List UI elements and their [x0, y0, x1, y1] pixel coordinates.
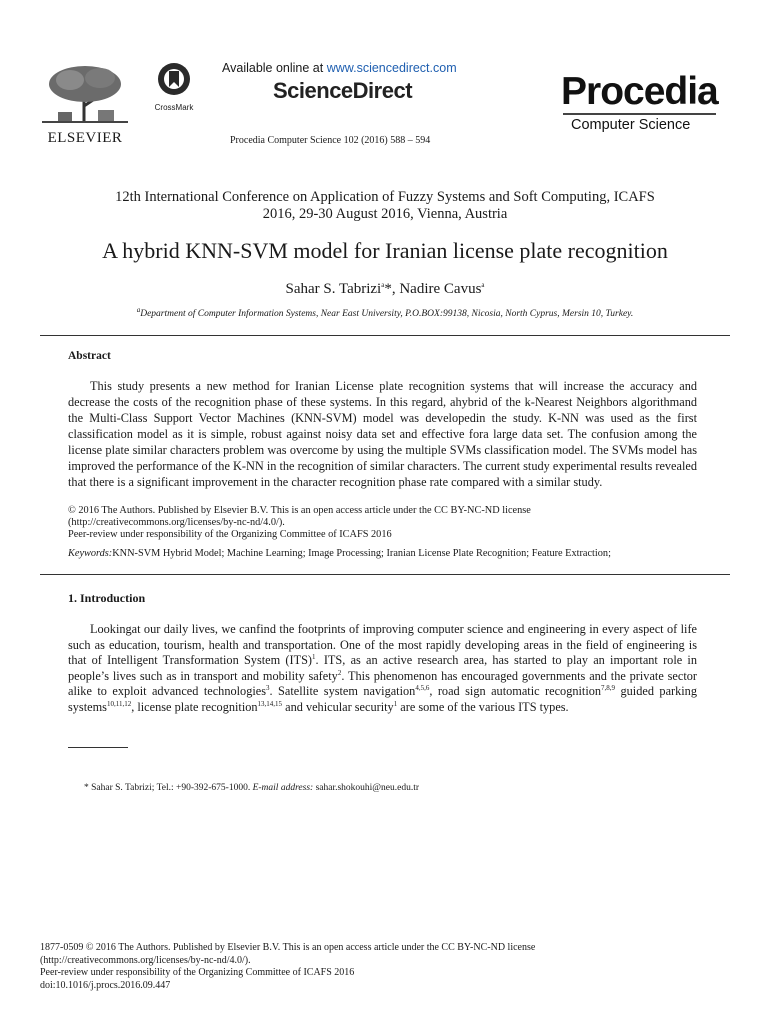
footer-license-link[interactable]: (http://creativecommons.org/licenses/by-nc-nd/4.0/).	[40, 954, 251, 966]
keywords-list: KNN-SVM Hybrid Model; Machine Learning; Image Processing; Iranian License Plate Recognition; Feature Extraction;	[112, 548, 611, 559]
license-notice	[68, 505, 708, 541]
citation-mark: 1	[393, 699, 398, 708]
conference-info	[40, 189, 730, 223]
conference-line-2: 2016, 29-30 August 2016, Vienna, Austria	[262, 206, 508, 222]
conference-line-1: 12th International Conference on Application of Fuzzy Systems and Soft Computing, ICAFS	[115, 189, 655, 205]
license-line: Peer-review under responsibility of the Organizing Committee of ICAFS 2016	[68, 529, 392, 540]
paragraph-text: are some of the various ITS types.	[397, 699, 569, 714]
email-address[interactable]: sahar.shokouhi@neu.edu.tr	[313, 783, 420, 793]
procedia-subtitle: Computer Science	[571, 117, 691, 133]
paragraph-text: guided parking systems	[68, 684, 697, 714]
author-name: Sahar S. Tabrizi	[285, 281, 382, 297]
sciencedirect-link[interactable]: www.sciencedirect.com	[326, 61, 457, 75]
affiliation-mark: a	[481, 281, 485, 289]
available-online-line	[222, 61, 457, 75]
section-heading-introduction: 1. Introduction	[68, 591, 146, 605]
author-list	[40, 281, 730, 298]
author-name: Nadire Cavus	[399, 281, 482, 297]
abstract-heading: Abstract	[68, 350, 111, 362]
paragraph-text: , road sign automatic recognition	[429, 684, 602, 699]
crossmark-label: CrossMark	[154, 103, 194, 112]
affiliation-mark: a	[136, 305, 141, 314]
section-divider	[40, 574, 730, 575]
citation-mark: 1	[312, 653, 316, 662]
procedia-wordmark: Procedia	[561, 70, 718, 113]
footer-doi[interactable]: doi:10.1016/j.procs.2016.09.447	[40, 979, 171, 991]
keywords-label: Keywords:	[68, 548, 113, 559]
introduction-paragraph	[68, 622, 697, 716]
affiliation	[40, 305, 730, 319]
brand-divider	[563, 113, 716, 115]
affiliation-mark: a	[381, 281, 385, 289]
corresponding-mark: *,	[384, 281, 400, 297]
paragraph-text: and vehicular security	[282, 699, 394, 714]
license-link[interactable]: (http://creativecommons.org/licenses/by-nc-nd/4.0/).	[68, 517, 285, 528]
sciencedirect-wordmark: ScienceDirect	[273, 78, 413, 103]
citation-mark: 7,8,9	[601, 684, 616, 693]
email-label: E-mail address:	[252, 783, 314, 793]
footer-license: 1877-0509 © 2016 The Authors. Published by Elsevier B.V. This is an open access article under the CC BY-NC-ND license	[40, 942, 536, 953]
page-footer	[40, 942, 660, 992]
license-line: © 2016 The Authors. Published by Elsevier B.V. This is an open access article under the CC BY-NC-ND license	[68, 505, 531, 516]
paragraph-text: . ITS, as an active research area, has started to play an important role in people’s lives such as in transport and mobility safety	[68, 653, 697, 683]
keywords	[68, 548, 708, 559]
section-divider	[40, 335, 730, 336]
journal-reference: Procedia Computer Science 102 (2016) 588 – 594	[230, 135, 431, 146]
footer-peer-review: Peer-review under responsibility of the Organizing Committee of ICAFS 2016	[40, 967, 355, 978]
citation-mark: 10,11,12	[106, 699, 132, 708]
available-prefix: Available online at	[222, 61, 327, 75]
elsevier-tree-logo	[40, 62, 130, 124]
citation-mark: 3	[266, 684, 270, 693]
citation-mark: 4,5,6	[415, 684, 430, 693]
paper-title: A hybrid KNN-SVM model for Iranian license plate recognition	[102, 238, 668, 263]
paragraph-text: Lookingat our daily lives, we canfind the footprints of improving computer science and engineering in every aspect of life such as education, tourism, health and transportation. One of the most rapidly developing areas in the field of engineering is that of Intelligent Transformation System (ITS)	[68, 622, 697, 668]
footnote-text: * Sahar S. Tabrizi; Tel.: +90-392-675-1000.	[84, 783, 253, 793]
citation-mark: 2	[337, 668, 342, 677]
paragraph-text: , license plate recognition	[131, 699, 258, 714]
abstract-text: This study presents a new method for Iranian License plate recognition systems that will increase the accuracy and decrease the costs of the recognition phase of these systems. In this regard, ahybrid of the k-Nearest Neighbors algorithmand the Multi-Class Support Vector Machines (KNN-SVM) model was developedin the study. K-NN was used as the first classification model as it is simple, robust against noisy data set and effective fora large data set. The confusion among the license plate similar characters problem was overcome by using the multiple SVMs classification model. The SVMs model has improved the performance of the K-NN in the recognition of similar characters. The current study experimental results revealed that there is a significant improvement in the character recognition phase rate compared with a similar study.	[68, 379, 697, 489]
paragraph-text: . Satellite system navigation	[269, 684, 416, 699]
affiliation-text: Department of Computer Information Systems, Near East University, P.O.BOX:99138, Nicosia, North Cyprus, Mersin 10, Turkey.	[140, 309, 634, 319]
corresponding-author-footnote	[84, 783, 419, 793]
footnote-divider	[68, 747, 128, 748]
paragraph-text: . This phenomenon has encouraged governments and the private sector alike to exploit advanced technologies	[68, 668, 697, 699]
citation-mark: 13,14,15	[257, 699, 283, 708]
crossmark-icon	[157, 62, 191, 96]
publisher-name: ELSEVIER	[47, 130, 123, 146]
crossmark-badge[interactable]	[150, 62, 198, 112]
